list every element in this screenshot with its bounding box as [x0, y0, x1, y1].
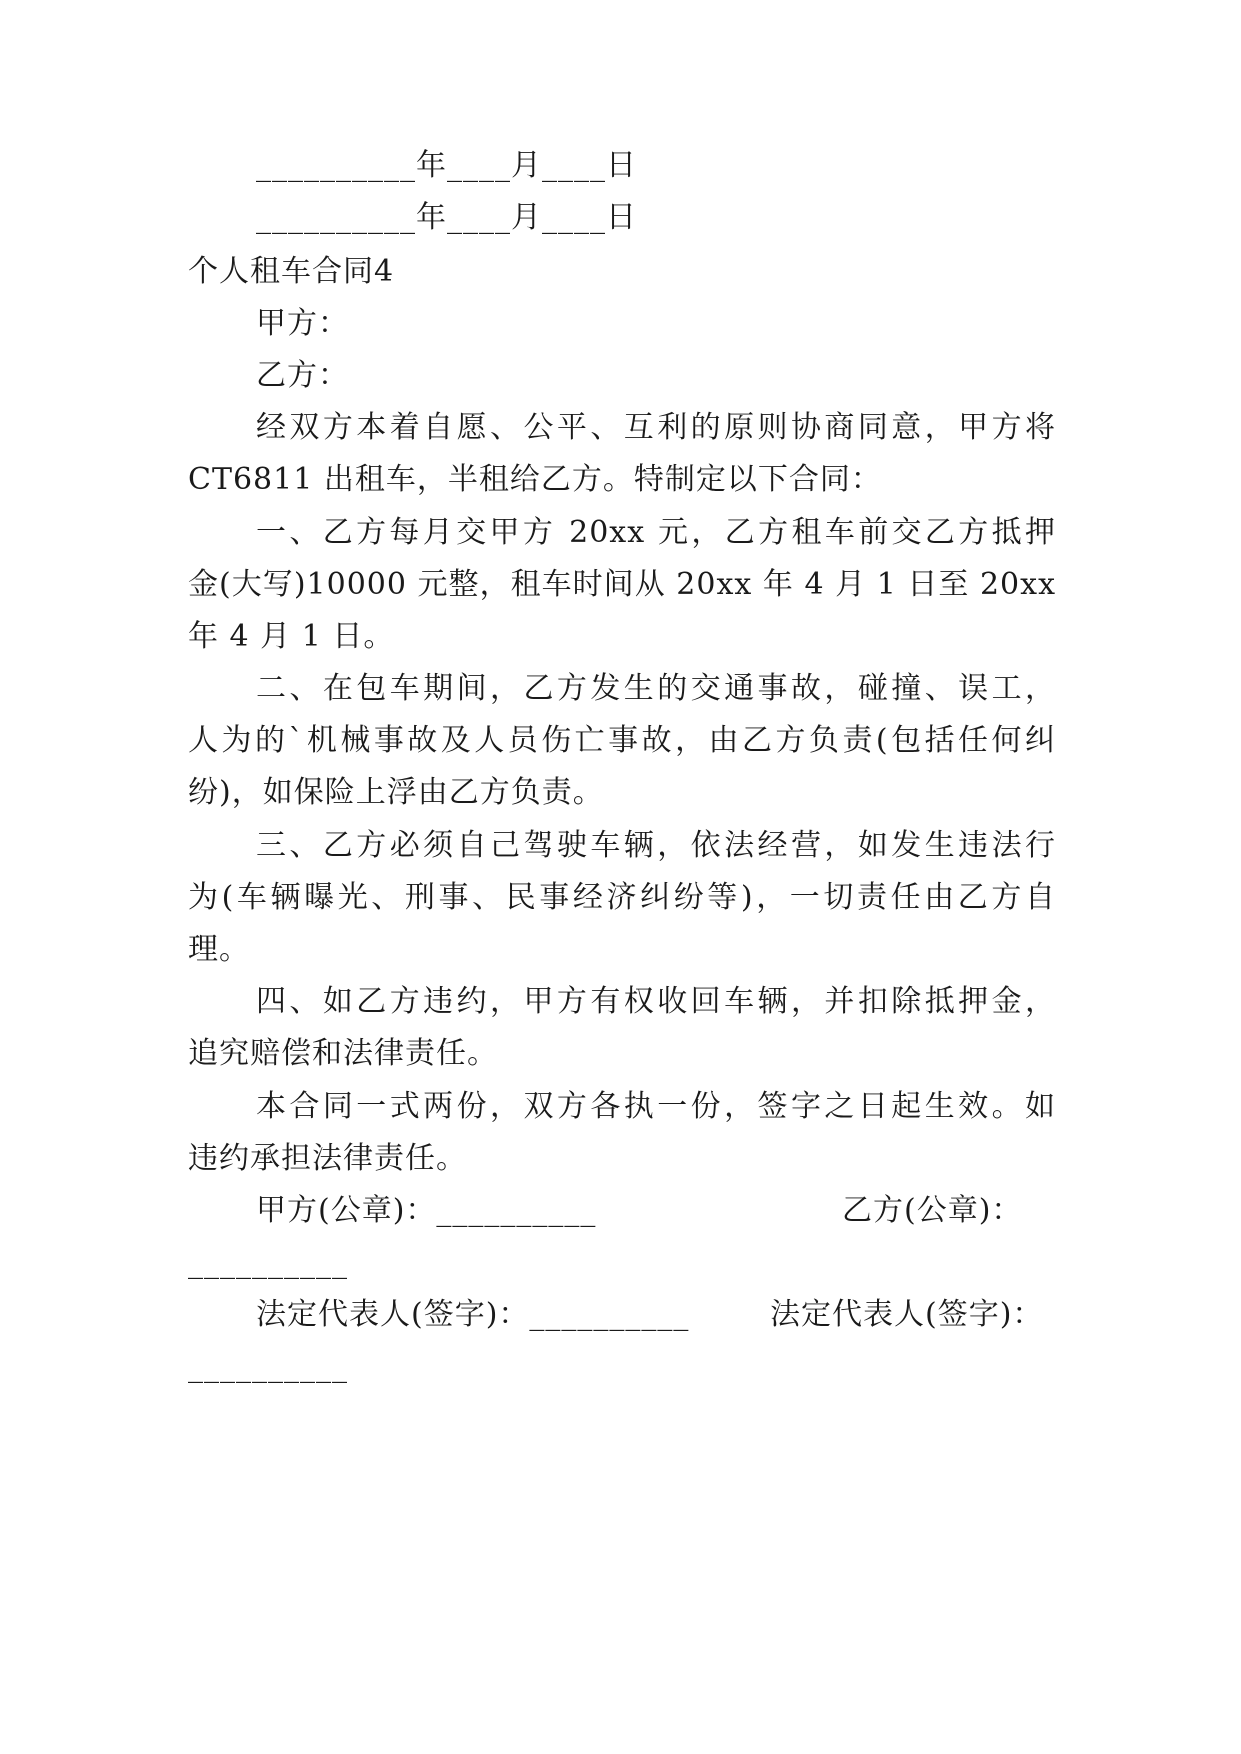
clause-1-line-2: 金(大写)10000 元整，租车时间从 20xx 年 4 月 1 日至 20xx	[188, 567, 1056, 602]
closing-line-2: 违约承担法律责任。	[188, 1141, 467, 1176]
rep-b-signature: 法定代表人(签字)：	[770, 1297, 1044, 1332]
clause-4-line-1: 四、如乙方违约，甲方有权收回车辆，并扣除抵押金，	[256, 984, 1056, 1019]
clause-3-line-2: 为(车辆曝光、刑事、民事经济纠纷等)，一切责任由乙方自	[188, 880, 1056, 915]
clause-3-line-1: 三、乙方必须自己驾驶车辆，依法经营，如发生违法行	[256, 828, 1056, 863]
clause-4-line-2: 追究赔偿和法律责任。	[188, 1036, 498, 1071]
clause-3-line-3: 理。	[188, 932, 250, 967]
date-line-1: __________年____月____日	[256, 148, 637, 183]
party-a-label: 甲方：	[256, 306, 349, 341]
intro-line-2: CT6811 出租车，半租给乙方。特制定以下合同：	[188, 462, 882, 497]
rep-blank-line: __________	[188, 1349, 348, 1384]
clause-1-line-1: 一、乙方每月交甲方 20xx 元，乙方租车前交乙方抵押	[256, 515, 1056, 550]
clause-2-line-2: 人为的`机械事故及人员伤亡事故，由乙方负责(包括任何纠	[188, 723, 1056, 758]
rep-a-signature: 法定代表人(签字)：__________	[256, 1297, 690, 1332]
clause-2-line-1: 二、在包车期间，乙方发生的交通事故，碰撞、误工，	[256, 671, 1056, 706]
intro-line-1: 经双方本着自愿、公平、互利的原则协商同意，甲方将	[256, 410, 1056, 445]
clause-2-line-3: 纷)，如保险上浮由乙方负责。	[188, 775, 604, 810]
document-title: 个人租车合同4	[188, 254, 395, 289]
party-a-seal: 甲方(公章)：__________	[256, 1193, 597, 1228]
closing-line-1: 本合同一式两份，双方各执一份，签字之日起生效。如	[256, 1089, 1056, 1124]
party-b-seal: 乙方(公章)：	[842, 1193, 1023, 1228]
seal-blank-line: __________	[188, 1245, 348, 1280]
date-line-2: __________年____月____日	[256, 200, 637, 235]
party-b-label: 乙方：	[256, 358, 349, 393]
clause-1-line-3: 年 4 月 1 日。	[188, 619, 395, 654]
